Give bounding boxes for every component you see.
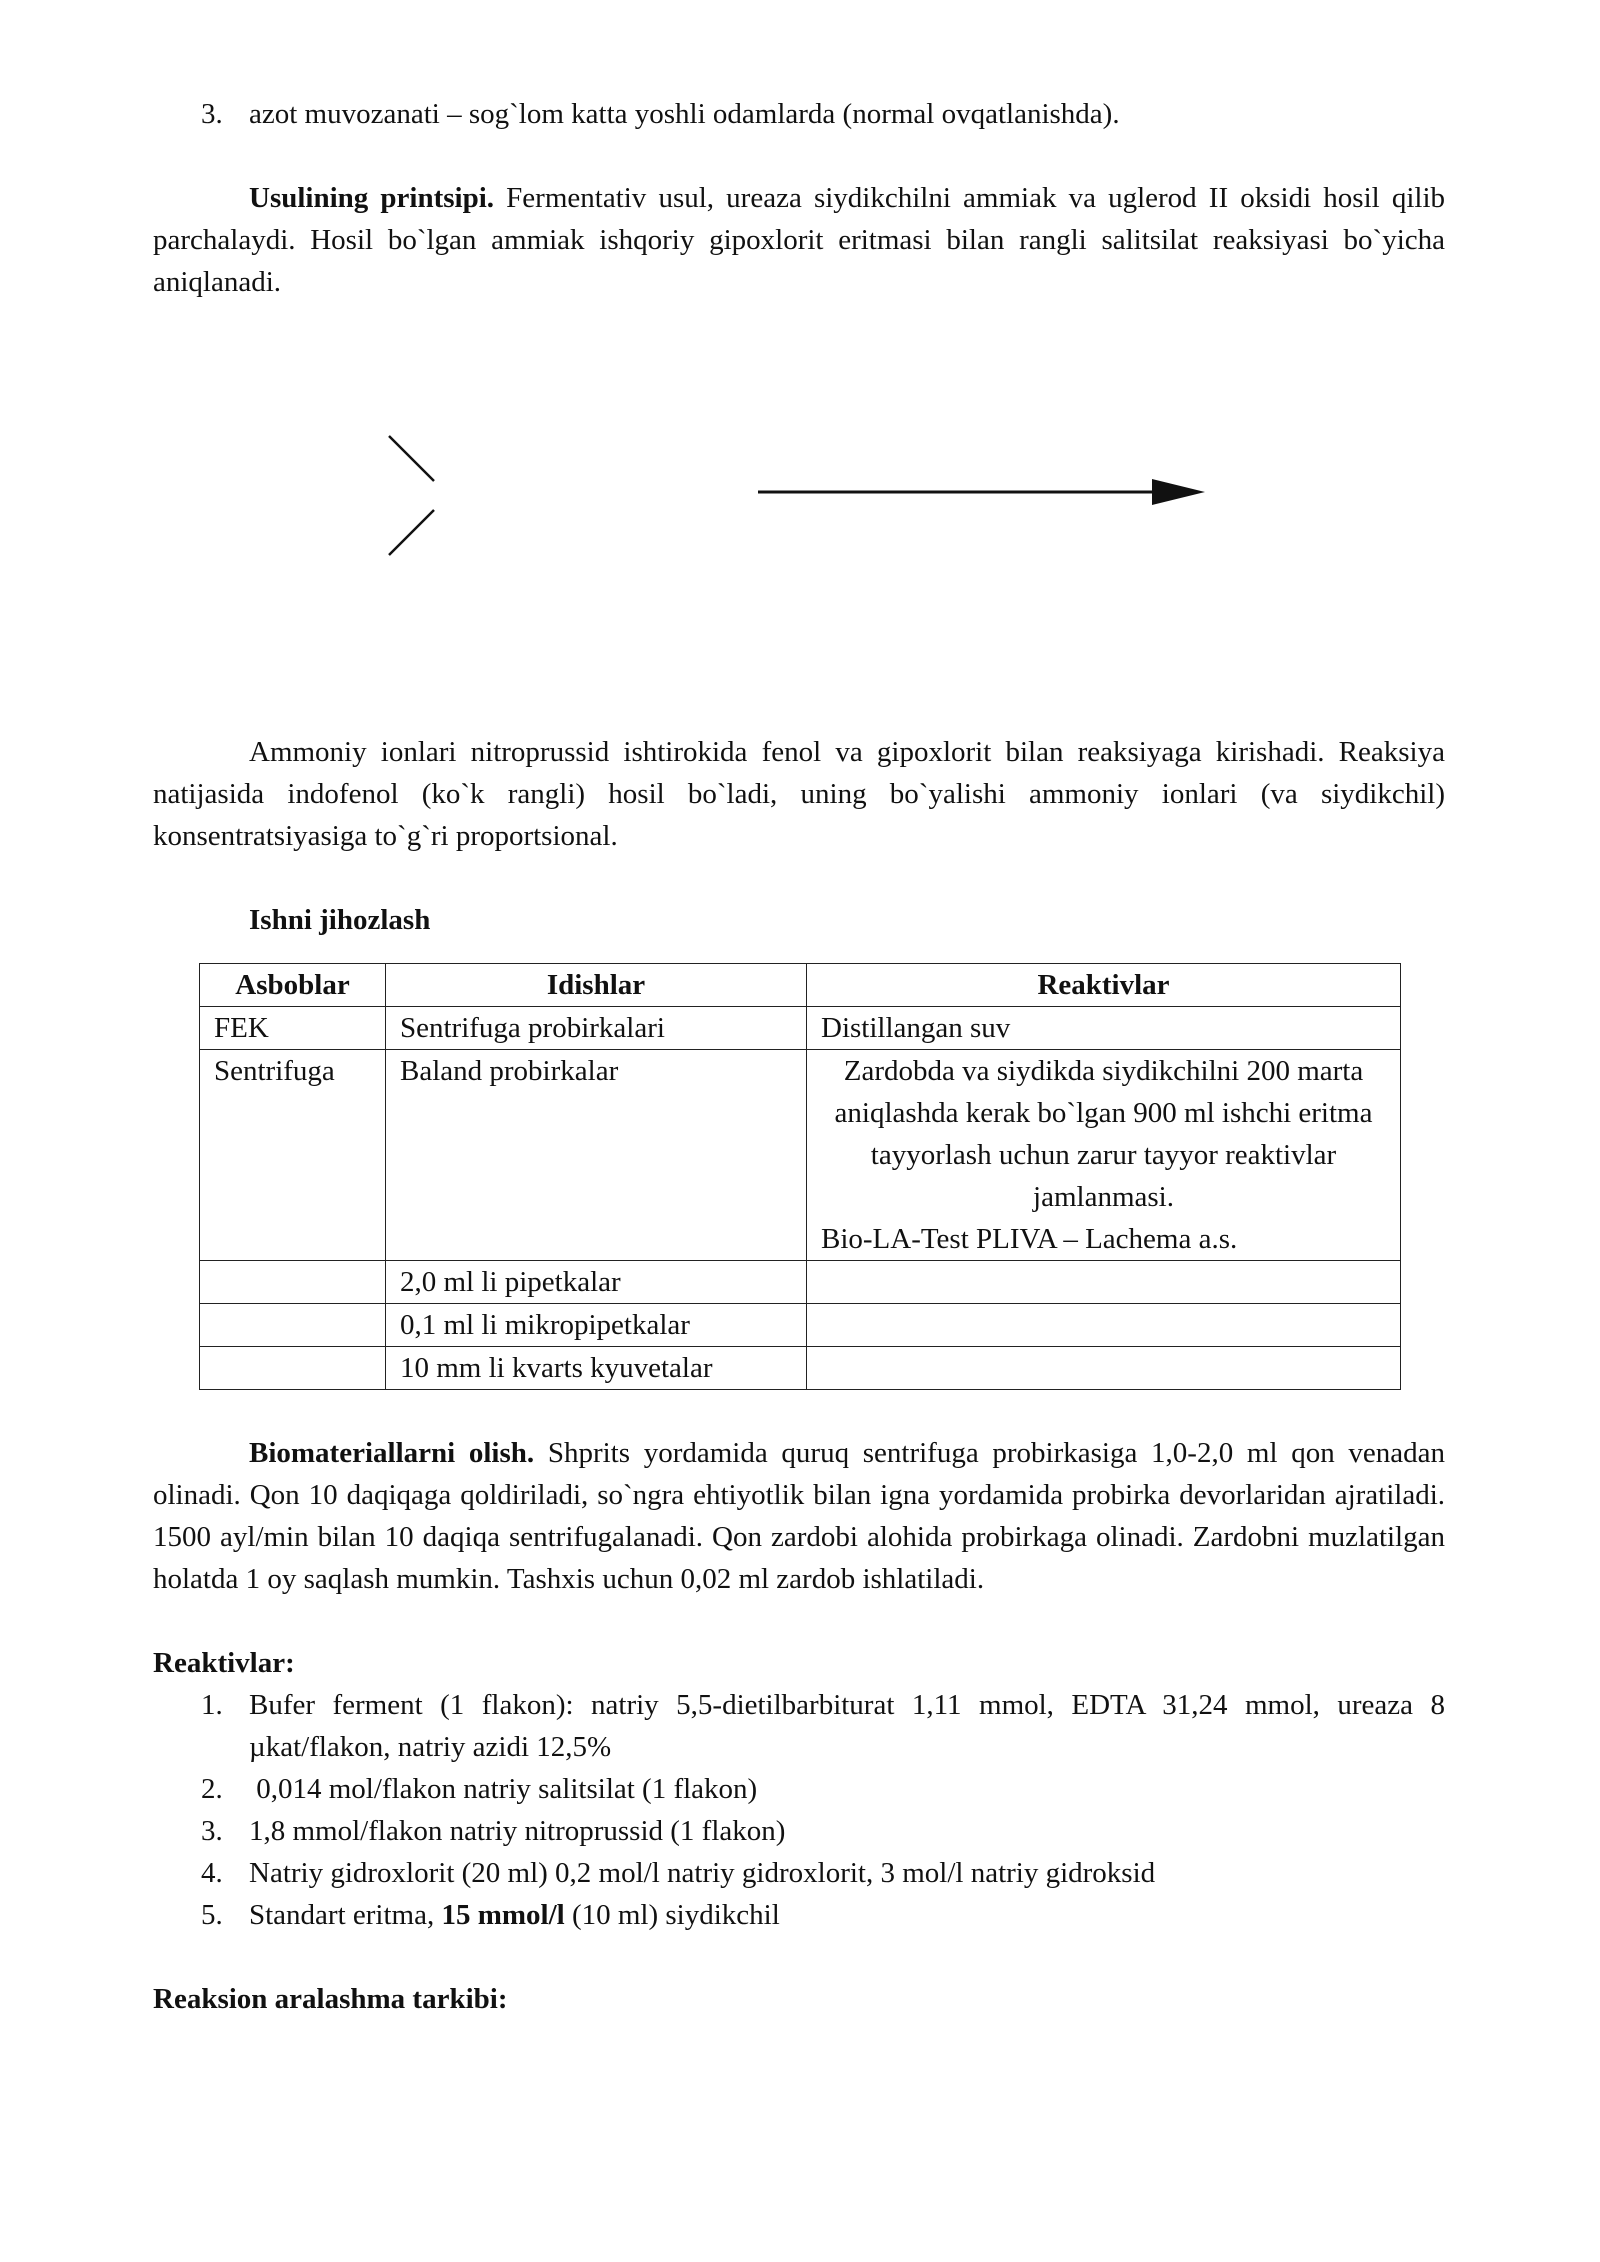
scheme-bond-upper	[389, 436, 434, 481]
table-row	[200, 1007, 1401, 1050]
list-item	[153, 93, 1445, 135]
list-number: 5.	[201, 1899, 223, 1931]
table-header-row	[200, 964, 1401, 1007]
list-text: Natriy gidroxlorit (20 ml) 0,2 mol/l natriy gidroxlorit, 3 mol/l natriy gidroksid	[249, 1857, 1156, 1889]
principle-text: Fermentativ usul, ureaza siydikchilni ammiak va uglerod II oksidi hosil qilib parchalaydi. Hosil bo`lgan ammiak ishqoriy gipoxlorit eritmasi bilan rangli salitsilat reaksiyasi bo`yicha aniqlanadi.	[153, 182, 1446, 298]
column-header: Idishlar	[386, 964, 807, 1007]
reaction-scheme-drawing	[153, 303, 1445, 731]
list-number: 1.	[201, 1689, 223, 1721]
list-item	[153, 1810, 1445, 1852]
list-text: 1,8 mmol/flakon natriy nitroprussid (1 flakon)	[249, 1815, 786, 1847]
table-row	[200, 1347, 1401, 1390]
table-cell: Sentrifuga probirkalari	[386, 1007, 807, 1050]
column-header: Asboblar	[200, 964, 386, 1007]
table-cell: 0,1 ml li mikropipetkalar	[386, 1304, 807, 1347]
table-cell	[200, 1304, 386, 1347]
reagent-kit-source: Bio-LA-Test PLIVA – Lachema a.s.	[821, 1223, 1238, 1255]
table-cell	[807, 1261, 1401, 1304]
reagents-heading: Reaktivlar:	[153, 1647, 295, 1679]
equipment-heading: Ishni jihozlash	[249, 904, 431, 936]
list-text: azot muvozanati – sog`lom katta yoshli odamlarda (normal ovqatlanishda).	[249, 98, 1120, 130]
reagents-list	[153, 1684, 1445, 1936]
scheme-bond-lower	[389, 510, 434, 555]
table-cell	[807, 1304, 1401, 1347]
reaction-paragraph: Ammoniy ionlari nitroprussid ishtirokida fenol va gipoxlorit bilan reaksiyaga kirishadi. Reaksiya natijasida indofenol (ko`k rangli) hosil bo`ladi, uning bo`yalishi ammoniy ionlari (va siydikchil) konsentratsiyasiga to`g`ri proportsional.	[153, 736, 1445, 852]
table-cell: Baland probirkalar	[386, 1050, 807, 1261]
biomaterial-heading: Biomateriallarni olish.	[249, 1437, 535, 1469]
list-item	[153, 1768, 1445, 1810]
table-cell: 2,0 ml li pipetkalar	[386, 1261, 807, 1304]
list-text: 0,014 mol/flakon natriy salitsilat (1 flakon)	[249, 1773, 758, 1805]
biomaterial-paragraph	[153, 1432, 1445, 1600]
mixture-heading: Reaksion aralashma tarkibi:	[153, 1983, 508, 2015]
list-item	[153, 1852, 1445, 1894]
list-text-pre: Standart eritma,	[249, 1899, 442, 1931]
table-cell: FEK	[200, 1007, 386, 1050]
table-cell: Distillangan suv	[807, 1007, 1401, 1050]
list-text-bold: 15 mmol/l	[441, 1899, 565, 1931]
list-item	[153, 1684, 1445, 1768]
column-header: Reaktivlar	[807, 964, 1401, 1007]
page-content	[153, 93, 1445, 2020]
table-cell	[807, 1050, 1401, 1261]
table-row	[200, 1050, 1401, 1261]
list-text: Bufer ferment (1 flakon): natriy 5,5-dietilbarbiturat 1,11 mmol, EDTA 31,24 mmol, ureaza 8 µkat/flakon, natriy azidi 12,5%	[249, 1689, 1445, 1763]
table-cell	[200, 1347, 386, 1390]
principle-paragraph	[153, 177, 1445, 303]
table-cell	[200, 1261, 386, 1304]
equipment-table	[199, 963, 1401, 1390]
list-item	[153, 1894, 1445, 1936]
table-row	[200, 1304, 1401, 1347]
principle-heading: Usulining printsipi.	[249, 182, 495, 214]
reaction-arrow-head	[1152, 479, 1205, 505]
reaction-scheme	[153, 303, 1445, 731]
list-number: 4.	[201, 1857, 223, 1889]
table-cell: 10 mm li kvarts kyuvetalar	[386, 1347, 807, 1390]
list-number: 3.	[201, 1815, 223, 1847]
table-cell: Sentrifuga	[200, 1050, 386, 1261]
list-number: 2.	[201, 1773, 223, 1805]
intro-list	[153, 93, 1445, 135]
list-text-post: (10 ml) siydikchil	[564, 1899, 780, 1931]
table-cell	[807, 1347, 1401, 1390]
reagent-kit-description: Zardobda va siydikda siydikchilni 200 marta aniqlashda kerak bo`lgan 900 ml ishchi eritma tayyorlash uchun zarur tayyor reaktivlar jamlanmasi.	[834, 1055, 1373, 1213]
table-row	[200, 1261, 1401, 1304]
biomaterial-text: Shprits yordamida quruq sentrifuga probirkasiga 1,0-2,0 ml qon venadan olinadi. Qon 10 daqiqaga qoldiriladi, so`ngra ehtiyotlik bilan igna yordamida probirka devorlaridan ajratiladi. 1500 ayl/min bilan 10 daqiqa sentrifugalanadi. Qon zardobi alohida probirkaga olinadi. Zardobni muzlatilgan holatda 1 oy saqlash mumkin. Tashxis uchun 0,02 ml zardob ishlatiladi.	[153, 1437, 1445, 1595]
list-number: 3.	[201, 98, 223, 130]
